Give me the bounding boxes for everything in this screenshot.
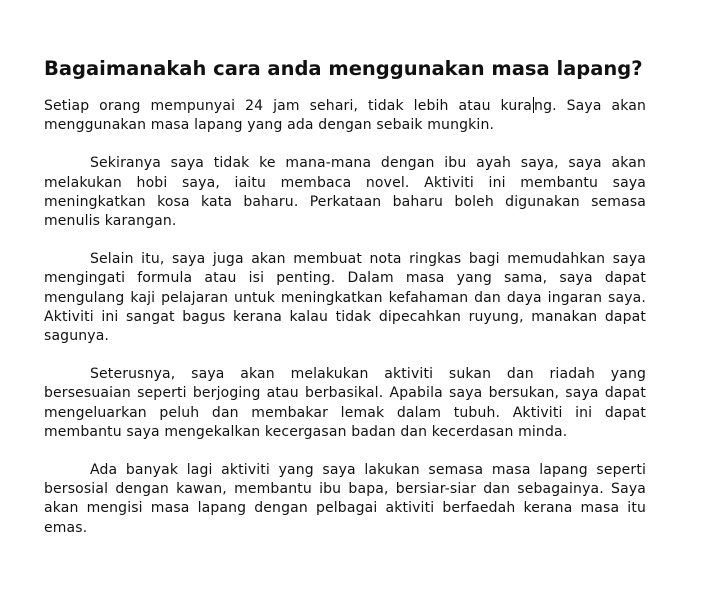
- paragraph-intro-text-before-caret: Setiap orang mempunyai 24 jam sehari, tidak lebih atau kura: [44, 98, 533, 114]
- paragraph-hobby[interactable]: Sekiranya saya tidak ke mana-mana dengan ibu ayah saya, saya akan melakukan hobi saya, iaitu membaca novel. Aktiviti ini membantu saya meningkatkan kosa kata baharu. Perkataan baharu boleh digunakan semasa menulis karangan.: [44, 155, 646, 230]
- paragraph-intro[interactable]: [44, 97, 646, 135]
- essay-body[interactable]: [44, 97, 646, 557]
- paragraph-study-notes[interactable]: Selain itu, saya juga akan membuat nota ringkas bagi memudahkan saya mengingati formula atau isi penting. Dalam masa yang sama, saya dapat mengulang kaji pelajaran untuk meningkatkan kefahaman dan daya ingaran saya. Aktiviti ini sangat bagus kerana kalau tidak dipecahkan ruyung, manakan dapat sagunya.: [44, 251, 646, 345]
- paragraph-conclusion[interactable]: Ada banyak lagi aktiviti yang saya lakukan semasa masa lapang seperti bersosial dengan kawan, membantu ibu bapa, bersiar-siar dan sebagainya. Saya akan mengisi masa lapang dengan pelbagai aktiviti berfaedah kerana masa itu emas.: [44, 462, 646, 536]
- essay-title: Bagaimanakah cara anda menggunakan masa lapang?: [44, 57, 643, 80]
- paragraph-intro-text-after-caret: ng. Saya akan menggunakan masa lapang yang ada dengan sebaik mungkin.: [44, 98, 646, 134]
- paragraph-sports[interactable]: Seterusnya, saya akan melakukan aktiviti sukan dan riadah yang bersesuaian seperti berjoging atau berbasikal. Apabila saya bersukan, saya dapat mengeluarkan peluh dan membakar lemak dalam tubuh. Aktiviti ini dapat membantu saya mengekalkan kecergasan badan dan kecerdasan minda.: [44, 366, 646, 440]
